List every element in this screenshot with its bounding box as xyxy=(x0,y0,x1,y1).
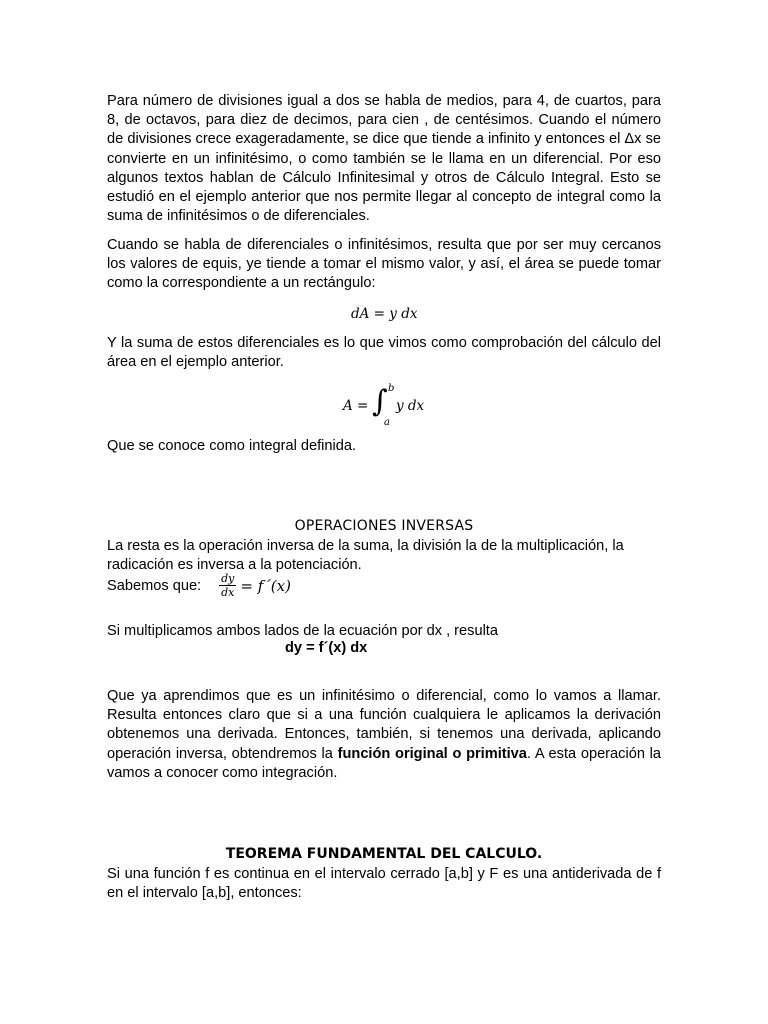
equation-dy: dy = f´(x) dx xyxy=(285,640,368,656)
paragraph-teorema: Si una función f es continua en el intervalo cerrado [a,b] y F es una antiderivada de f en el intervalo [a,b], entonces: xyxy=(107,866,661,902)
heading-operaciones-inversas: OPERACIONES INVERSAS xyxy=(294,518,474,534)
p7-before: Que ya aprendimos que es un infinitésimo o diferencial, como lo vamos a llamar. Resulta entonces claro que si a una función cualquiera le aplicamos la derivación obtenemos una derivada. Entonces, también, si tenemos una derivada, aplicando operación inversa, obtendremos la xyxy=(107,688,661,762)
paragraph-integral-definida: Que se conoce como integral definida. xyxy=(107,438,357,454)
paragraph-divisiones: Para número de divisiones igual a dos se habla de medios, para 4, de cuartos, para 8, de octavos, para diez de decimos, para cien , de centésimos. Cuando el número de divisiones crece exageradamente, se dice que tiende a infinito y entonces el Δx se convierte en un infinitésimo, o como también se le llama en un diferencial. Por eso algunos textos hablan de Cálculo Infinitesimal y otros de Cálculo Integral. Esto se estudió en el ejemplo anterior que nos permite llegar al concepto de integral como la suma de infinitésimos o de diferenciales. xyxy=(107,93,661,225)
fraction-denominator: dx xyxy=(221,586,235,599)
fraction-numerator: dy xyxy=(221,572,235,585)
sabemos-label: Sabemos que: xyxy=(107,577,202,594)
paragraph-resta: La resta es la operación inversa de la suma, la división la de la multiplicación, la radicación es inversa a la potenciación. xyxy=(107,538,624,574)
derivative-rhs: = f´(x) xyxy=(240,576,291,595)
derivative-fraction xyxy=(219,572,236,599)
heading-teorema: TEOREMA FUNDAMENTAL DEL CALCULO. xyxy=(225,846,543,862)
integral-lower-limit: a xyxy=(384,417,390,428)
sabemos-que-line xyxy=(107,572,291,599)
p7-bold: función original o primitiva xyxy=(337,745,527,762)
integral-upper-limit: b xyxy=(388,383,395,394)
paragraph-multiplicamos: Si multiplicamos ambos lados de la ecuación por dx , resulta xyxy=(107,623,498,639)
paragraph-diferenciales: Cuando se habla de diferenciales o infinitésimos, resulta que por ser muy cercanos los valores de equis, ye tiende a tomar el mismo valor, y así, el área se puede tomar como la correspondiente a un rectángulo: xyxy=(107,237,661,292)
integral-lhs: A = xyxy=(343,398,369,414)
paragraph-suma: Y la suma de estos diferenciales es lo que vimos como comprobación del cálculo del área en el ejemplo anterior. xyxy=(107,335,661,371)
equation-dA: dA = y dx xyxy=(351,306,418,322)
p7-after: . A esta operación la vamos a conocer como integración. xyxy=(107,745,662,781)
integrand: y dx xyxy=(396,398,425,414)
integral-sign: ∫ xyxy=(372,384,388,419)
paragraph-integracion xyxy=(107,687,661,783)
